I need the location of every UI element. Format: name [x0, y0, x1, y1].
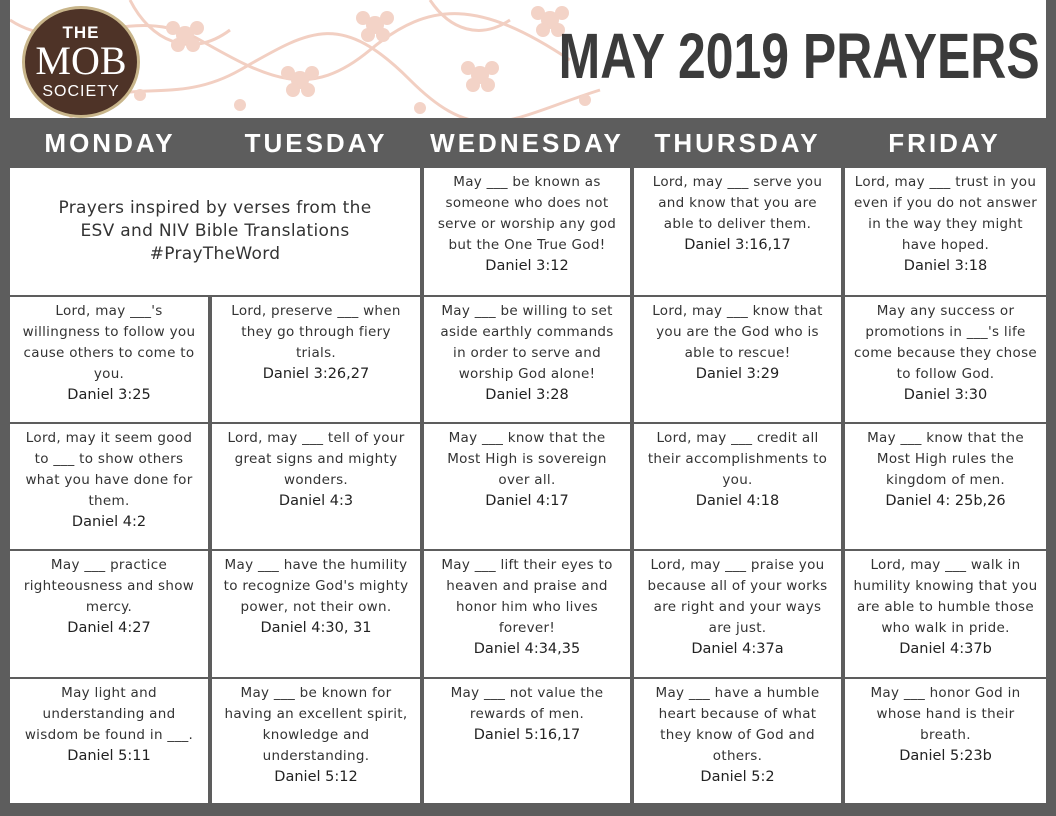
- prayer-text: May ___ be known as someone who does not serve or worship any god but the One True God!: [437, 174, 617, 253]
- prayer-cell-week5-monday: [10, 679, 208, 803]
- scripture-reference: Daniel 4: 25b,26: [885, 493, 1006, 509]
- scripture-reference: Daniel 3:25: [67, 387, 151, 403]
- intro-line-1: Prayers inspired by verses from the: [58, 198, 372, 218]
- intro-cell: [10, 168, 420, 295]
- prayer-cell-week3-monday: [10, 424, 208, 549]
- prayer-cell-week3-wednesday: [424, 424, 630, 549]
- scripture-reference: Daniel 4:18: [695, 493, 780, 509]
- prayer-text: Lord, may ___ credit all their accomplishments to you.: [647, 430, 828, 488]
- logo-text-mob: MOB: [35, 38, 127, 83]
- scripture-reference: Daniel 5:2: [700, 769, 775, 785]
- prayer-cell-week2-wednesday: [424, 297, 630, 422]
- scripture-reference: Daniel 3:16,17: [684, 237, 791, 253]
- prayer-cell-week2-thursday: [634, 297, 841, 422]
- prayer-text: Lord, may ___'s willingness to follow you cause others to come to you.: [22, 303, 196, 382]
- prayer-text: May any success or promotions in ___'s life come because they chose to follow God.: [853, 303, 1038, 382]
- day-header-monday: MONDAY: [44, 128, 176, 158]
- scripture-reference: Daniel 5:11: [67, 748, 151, 764]
- prayer-cell-week3-thursday: [634, 424, 841, 549]
- day-header-thursday: THURSDAY: [654, 128, 821, 158]
- prayer-text: Lord, may ___ praise you because all of your works are right and your ways are just.: [647, 557, 828, 636]
- prayer-text: Lord, may ___ serve you and know that you are able to deliver them.: [652, 174, 823, 232]
- prayer-cell-week2-monday: [10, 297, 208, 422]
- intro-line-2: ESV and NIV Bible Translations: [80, 221, 350, 241]
- prayer-text: Lord, may ___ trust in you even if you do not answer in the way they might have hoped.: [853, 174, 1038, 253]
- prayer-text: May ___ know that the Most High is sovereign over all.: [447, 430, 607, 488]
- scripture-reference: Daniel 5:16,17: [473, 727, 581, 743]
- scripture-reference: Daniel 4:27: [67, 620, 151, 636]
- scripture-reference: Daniel 3:28: [485, 387, 569, 403]
- prayer-text: May ___ practice righteousness and show mercy.: [23, 557, 195, 615]
- prayer-text: Lord, may ___ tell of your great signs and mighty wonders.: [227, 430, 405, 488]
- scripture-reference: Daniel 3:18: [903, 258, 988, 274]
- scripture-reference: Daniel 4:30, 31: [260, 620, 372, 636]
- prayer-text: May ___ honor God in whose hand is their breath.: [870, 685, 1021, 743]
- scripture-reference: Daniel 5:23b: [899, 748, 992, 764]
- scripture-reference: Daniel 4:34,35: [473, 641, 581, 657]
- prayer-cell-week3-friday: [845, 424, 1046, 549]
- prayer-cell-week4-tuesday: [212, 551, 420, 677]
- scripture-reference: Daniel 4:3: [278, 493, 354, 509]
- prayer-text: May ___ not value the rewards of men.: [450, 685, 604, 722]
- scripture-reference: Daniel 4:17: [485, 493, 569, 509]
- prayer-text: Lord, may ___ walk in humility knowing that you are able to humble those who walk in pride.: [853, 557, 1038, 636]
- scripture-reference: Daniel 3:30: [903, 387, 988, 403]
- prayer-cell-week4-friday: [845, 551, 1046, 677]
- prayer-cell-week1-wednesday: [424, 168, 630, 295]
- prayer-cell-week2-friday: [845, 297, 1046, 422]
- prayer-text: May ___ know that the Most High rules the kingdom of men.: [867, 430, 1024, 488]
- day-header-tuesday: TUESDAY: [244, 128, 388, 158]
- scripture-reference: Daniel 3:12: [485, 258, 569, 274]
- scripture-reference: Daniel 3:26,27: [262, 366, 370, 382]
- day-header-wednesday: WEDNESDAY: [430, 128, 624, 158]
- prayer-text: May ___ have the humility to recognize God's mighty power, not their own.: [223, 557, 409, 615]
- intro-line-3: #PrayTheWord: [149, 244, 281, 264]
- prayer-cell-week1-friday: [845, 168, 1046, 295]
- page-title: MAY 2019 PRAYERS: [559, 20, 1040, 92]
- prayer-cell-week3-tuesday: [212, 424, 420, 549]
- prayer-cell-week5-thursday: [634, 679, 841, 803]
- prayer-text: Lord, may it seem good to ___ to show others what you have done for them.: [25, 430, 193, 509]
- prayer-cell-week4-monday: [10, 551, 208, 677]
- prayer-text: May ___ be known for having an excellent spirit, knowledge and understanding.: [224, 685, 408, 764]
- prayer-cell-week5-wednesday: [424, 679, 630, 803]
- prayer-text: Lord, preserve ___ when they go through fiery trials.: [231, 303, 401, 361]
- prayer-text: May light and understanding and wisdom be found in ___.: [24, 685, 194, 743]
- prayer-cell-week5-tuesday: [212, 679, 420, 803]
- logo-text-society: SOCIETY: [42, 83, 120, 100]
- scripture-reference: Daniel 4:37b: [899, 641, 992, 657]
- scripture-reference: Daniel 3:29: [695, 366, 780, 382]
- prayer-text: May ___ lift their eyes to heaven and praise and honor him who lives forever!: [441, 557, 613, 636]
- prayer-text: Lord, may ___ know that you are the God who is able to rescue!: [652, 303, 823, 361]
- mob-society-logo: [22, 6, 140, 118]
- scripture-reference: Daniel 5:12: [274, 769, 358, 785]
- prayer-cell-week2-tuesday: [212, 297, 420, 422]
- weekday-header-row: [10, 118, 1046, 168]
- prayer-text: May ___ have a humble heart because of what they know of God and others.: [655, 685, 820, 764]
- prayer-cell-week4-thursday: [634, 551, 841, 677]
- day-header-friday: FRIDAY: [888, 128, 1001, 158]
- prayer-cell-week5-friday: [845, 679, 1046, 803]
- scripture-reference: Daniel 4:2: [71, 514, 147, 530]
- prayer-text: May ___ be willing to set aside earthly commands in order to serve and worship God alone!: [440, 303, 614, 382]
- prayer-cell-week1-thursday: [634, 168, 841, 295]
- prayer-cell-week4-wednesday: [424, 551, 630, 677]
- logo-text-the: THE: [62, 23, 100, 42]
- scripture-reference: Daniel 4:37a: [691, 641, 784, 657]
- header-banner: [10, 0, 1046, 118]
